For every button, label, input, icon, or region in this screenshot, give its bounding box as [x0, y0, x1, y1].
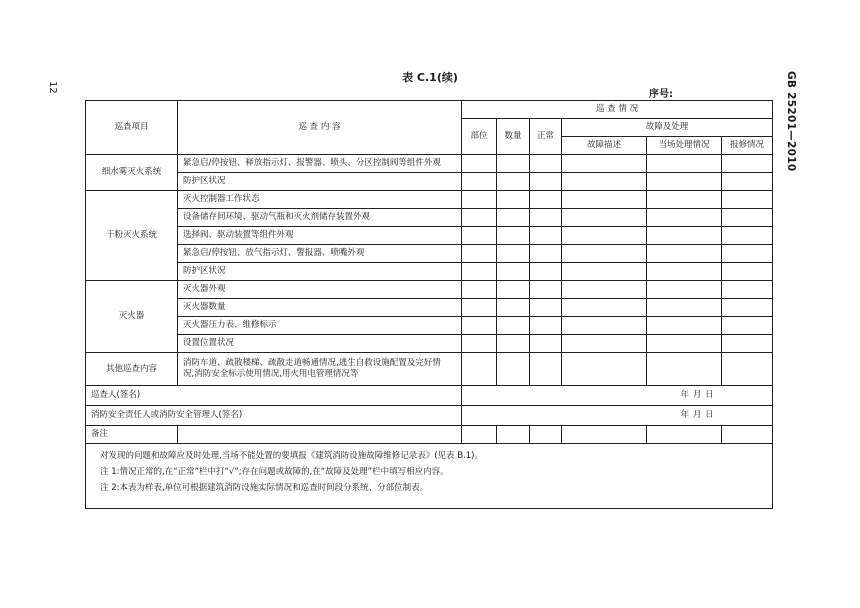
cell-location[interactable]	[462, 209, 497, 227]
inspection-content: 设置位置状况	[178, 335, 462, 353]
remarks-cell[interactable]	[497, 426, 530, 444]
cell-normal[interactable]	[530, 281, 562, 299]
cell-repair[interactable]	[722, 173, 773, 191]
cell-location[interactable]	[462, 245, 497, 263]
header-onsite: 当场处理情况	[647, 137, 722, 155]
cell-normal[interactable]	[530, 173, 562, 191]
cell-repair[interactable]	[722, 191, 773, 209]
header-fault-desc: 故障描述	[562, 137, 647, 155]
cell-normal[interactable]	[530, 191, 562, 209]
cell-repair[interactable]	[722, 209, 773, 227]
cell-location[interactable]	[462, 281, 497, 299]
cell-onsite[interactable]	[647, 227, 722, 245]
cell-location[interactable]	[462, 263, 497, 281]
cell-location[interactable]	[462, 299, 497, 317]
header-location: 部位	[462, 119, 497, 155]
cell-quantity[interactable]	[497, 263, 530, 281]
cell-fault-desc[interactable]	[562, 263, 647, 281]
cell-fault-desc[interactable]	[562, 245, 647, 263]
cell-quantity[interactable]	[497, 191, 530, 209]
cell-quantity[interactable]	[497, 245, 530, 263]
inspection-content: 灭火器数量	[178, 299, 462, 317]
header-repair: 报修情况	[722, 137, 773, 155]
cell-quantity[interactable]	[497, 173, 530, 191]
page-number: 12	[47, 81, 58, 94]
cell-fault-desc[interactable]	[562, 317, 647, 335]
cell-repair[interactable]	[722, 245, 773, 263]
cell-quantity[interactable]	[497, 335, 530, 353]
cell-onsite[interactable]	[647, 155, 722, 173]
cell-fault-desc[interactable]	[562, 335, 647, 353]
remarks-cell[interactable]	[462, 426, 497, 444]
remarks-label: 备注	[86, 426, 178, 444]
responsible-date[interactable]: 年 月 日	[462, 406, 773, 426]
cell-fault-desc[interactable]	[562, 281, 647, 299]
header-content: 巡 查 内 容	[178, 101, 462, 155]
cell-quantity[interactable]	[497, 317, 530, 335]
cell-fault-desc[interactable]	[562, 353, 647, 386]
inspection-content: 防护区状况	[178, 173, 462, 191]
remarks-cell[interactable]	[530, 426, 562, 444]
remarks-cell[interactable]	[562, 426, 647, 444]
cell-normal[interactable]	[530, 245, 562, 263]
serial-label: 序号:	[649, 89, 673, 100]
inspector-date[interactable]: 年 月 日	[462, 386, 773, 406]
cell-normal[interactable]	[530, 299, 562, 317]
cell-repair[interactable]	[722, 299, 773, 317]
group-name: 细水雾灭火系统	[86, 155, 178, 191]
cell-normal[interactable]	[530, 353, 562, 386]
header-normal: 正常	[530, 119, 562, 155]
cell-normal[interactable]	[530, 227, 562, 245]
cell-quantity[interactable]	[497, 209, 530, 227]
header-status: 巡 查 情 况	[462, 101, 773, 119]
table-title: 表 C.1(续)	[402, 71, 458, 84]
note-line: 对发现的问题和故障应及时处理,当场不能处置的要填报《建筑消防设施故障维修记录表》(见表 B.1)。	[100, 451, 483, 461]
cell-quantity[interactable]	[497, 353, 530, 386]
cell-repair[interactable]	[722, 353, 773, 386]
cell-onsite[interactable]	[647, 353, 722, 386]
inspection-content: 紧急启/停按钮、释放指示灯、报警器、喷头、分区控制阀等组件外观	[178, 155, 462, 173]
notes-block	[86, 444, 773, 509]
inspection-content: 灭火控制器工作状态	[178, 191, 462, 209]
cell-repair[interactable]	[722, 263, 773, 281]
note-line: 注 1:情况正常的,在“正常”栏中打“√”;存在问题或故障的,在“故障及处理”栏中填写相应内容。	[100, 467, 449, 477]
responsible-signature-label: 消防安全责任人或消防安全管理人(签名)	[86, 406, 462, 426]
cell-repair[interactable]	[722, 317, 773, 335]
cell-normal[interactable]	[530, 209, 562, 227]
inspection-content: 灭火器外观	[178, 281, 462, 299]
cell-onsite[interactable]	[647, 173, 722, 191]
remarks-cell[interactable]	[722, 426, 773, 444]
cell-location[interactable]	[462, 191, 497, 209]
cell-normal[interactable]	[530, 335, 562, 353]
cell-fault-desc[interactable]	[562, 227, 647, 245]
cell-onsite[interactable]	[647, 335, 722, 353]
cell-quantity[interactable]	[497, 299, 530, 317]
cell-onsite[interactable]	[647, 209, 722, 227]
cell-location[interactable]	[462, 173, 497, 191]
group-name: 干粉灭火系统	[86, 191, 178, 281]
cell-location[interactable]	[462, 155, 497, 173]
cell-repair[interactable]	[722, 335, 773, 353]
cell-onsite[interactable]	[647, 245, 722, 263]
header-fault-handling: 故障及处理	[562, 119, 773, 137]
cell-normal[interactable]	[530, 263, 562, 281]
remarks-cell[interactable]	[647, 426, 722, 444]
inspector-signature-label: 巡查人(签名)	[86, 386, 462, 406]
cell-onsite[interactable]	[647, 317, 722, 335]
inspection-content: 选择阀、驱动装置等组件外观	[178, 227, 462, 245]
header-item: 巡查项目	[86, 101, 178, 155]
cell-quantity[interactable]	[497, 227, 530, 245]
cell-fault-desc[interactable]	[562, 191, 647, 209]
cell-location[interactable]	[462, 353, 497, 386]
cell-onsite[interactable]	[647, 299, 722, 317]
cell-fault-desc[interactable]	[562, 299, 647, 317]
header-quantity: 数量	[497, 119, 530, 155]
cell-quantity[interactable]	[497, 281, 530, 299]
cell-normal[interactable]	[530, 155, 562, 173]
cell-location[interactable]	[462, 227, 497, 245]
note-line: 注 2:本表为样表,单位可根据建筑消防设施实际情况和巡查时间段分系统、分部位制表。	[100, 483, 429, 493]
remarks-content[interactable]	[178, 426, 462, 444]
cell-fault-desc[interactable]	[562, 173, 647, 191]
inspection-content: 灭火器压力表、维修标示	[178, 317, 462, 335]
cell-repair[interactable]	[722, 227, 773, 245]
cell-onsite[interactable]	[647, 191, 722, 209]
cell-fault-desc[interactable]	[562, 209, 647, 227]
inspection-content: 设备储存间环境、驱动气瓶和灭火剂储存装置外观	[178, 209, 462, 227]
cell-normal[interactable]	[530, 317, 562, 335]
group-name: 灭火器	[86, 281, 178, 353]
cell-onsite[interactable]	[647, 281, 722, 299]
standard-code: GB 25201—2010	[785, 71, 797, 172]
inspection-content: 防护区状况	[178, 263, 462, 281]
cell-quantity[interactable]	[497, 155, 530, 173]
other-item-name: 其他巡查内容	[86, 353, 178, 386]
other-item-content: 消防车道、疏散楼梯、疏散走道畅通情况,逃生自救设施配置及完好情 况,消防安全标示使用情况,用火用电管理情况等	[178, 353, 462, 386]
cell-repair[interactable]	[722, 155, 773, 173]
cell-location[interactable]	[462, 335, 497, 353]
cell-repair[interactable]	[722, 281, 773, 299]
cell-fault-desc[interactable]	[562, 155, 647, 173]
inspection-content: 紧急启/停按钮、放气指示灯、警报器、喷嘴外观	[178, 245, 462, 263]
cell-location[interactable]	[462, 317, 497, 335]
inspection-table	[85, 100, 773, 509]
cell-onsite[interactable]	[647, 263, 722, 281]
